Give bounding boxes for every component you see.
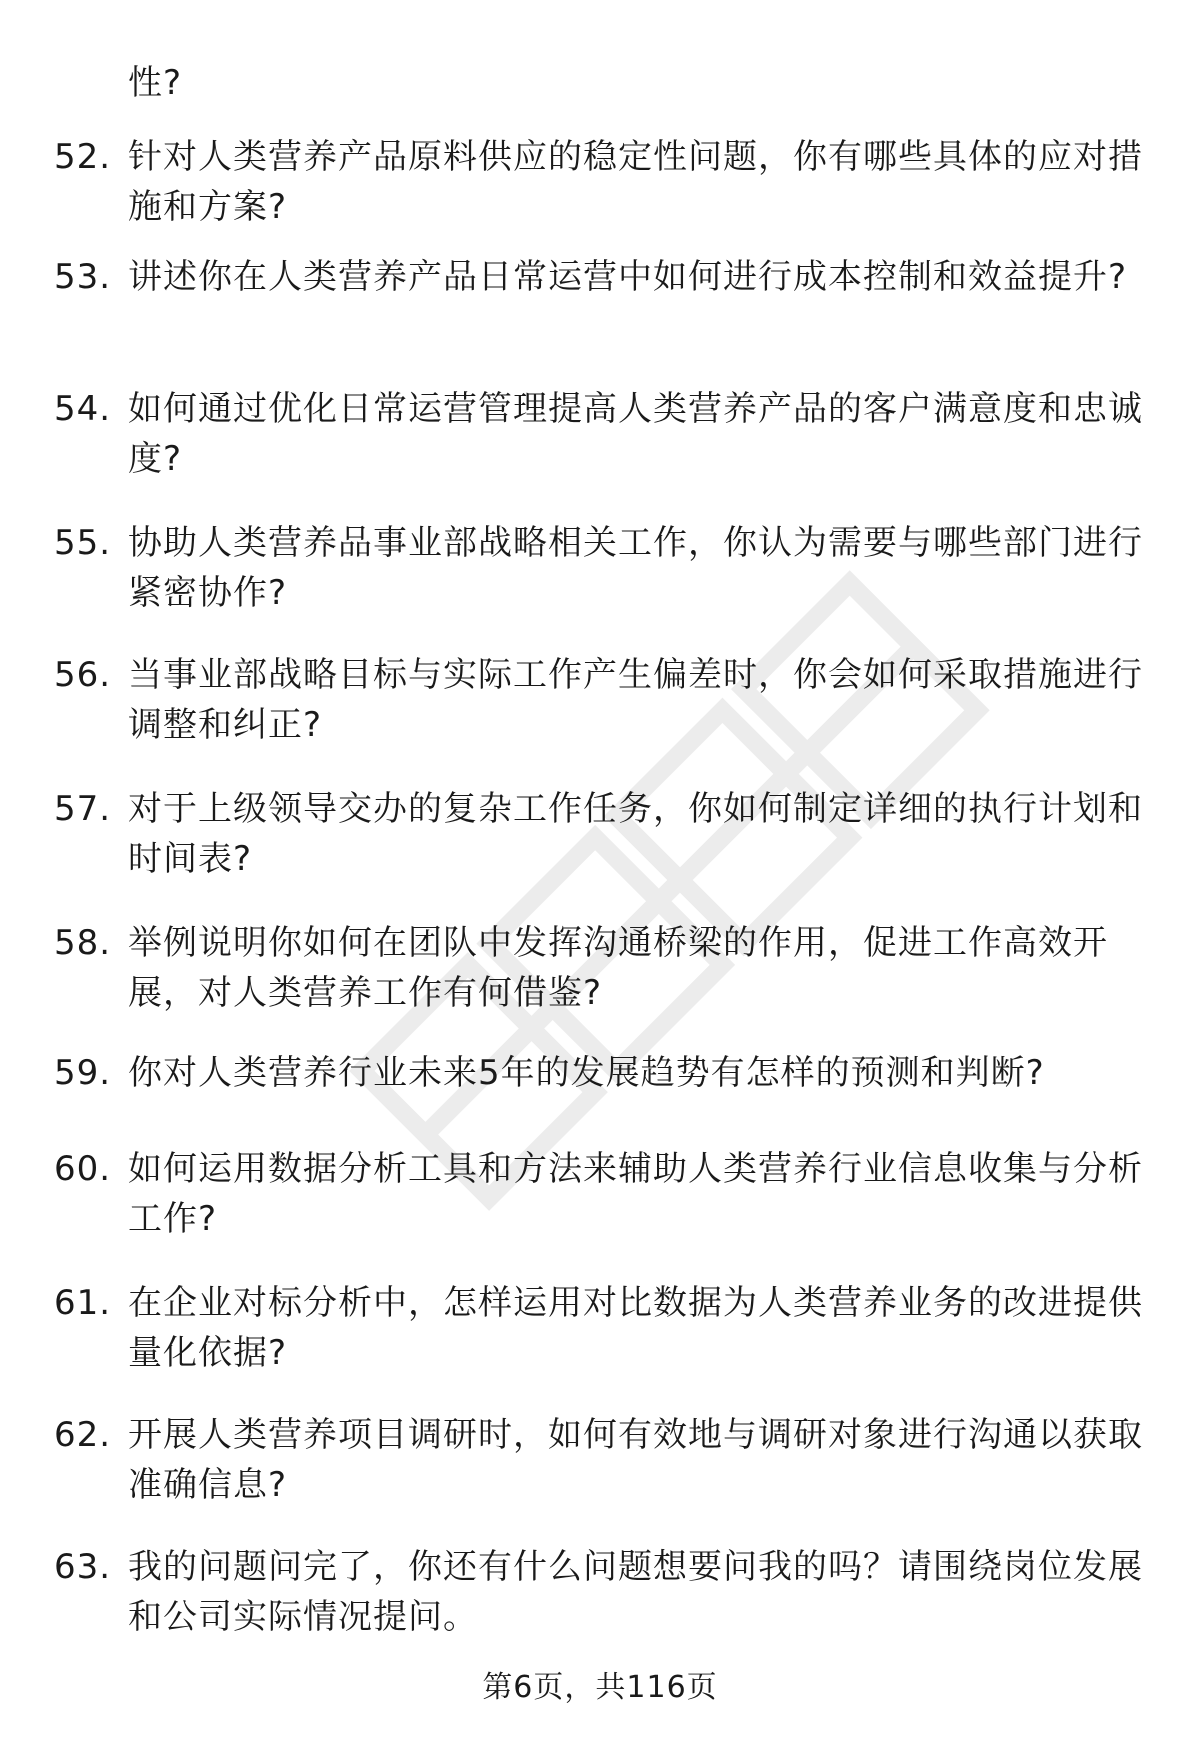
question-text: 如何运用数据分析工具和方法来辅助人类营养行业信息收集与分析工作? xyxy=(128,1149,1143,1239)
question-text: 你对人类营养行业未来5年的发展趋势有怎样的预测和判断? xyxy=(128,1053,1045,1093)
question-text: 协助人类营养品事业部战略相关工作，你认为需要与哪些部门进行紧密协作? xyxy=(128,523,1143,613)
question-text: 在企业对标分析中，怎样运用对比数据为人类营养业务的改进提供量化依据? xyxy=(128,1283,1143,1373)
question-number: 62. xyxy=(54,1415,112,1455)
question-text: 当事业部战略目标与实际工作产生偏差时，你会如何采取措施进行调整和纠正? xyxy=(128,655,1143,745)
question-number: 53. xyxy=(54,257,112,297)
question-number: 61. xyxy=(54,1283,112,1323)
question-number: 52. xyxy=(54,137,112,177)
question-number: 56. xyxy=(54,655,112,695)
question-text: 如何通过优化日常运营管理提高人类营养产品的客户满意度和忠诚度? xyxy=(128,389,1143,479)
question-text: 我的问题问完了，你还有什么问题想要问我的吗？请围绕岗位发展和公司实际情况提问。 xyxy=(128,1547,1143,1637)
question-number: 57. xyxy=(54,789,112,829)
question-number: 58. xyxy=(54,923,112,963)
question-number: 63. xyxy=(54,1547,112,1587)
question-text: 对于上级领导交办的复杂工作任务，你如何制定详细的执行计划和时间表? xyxy=(128,789,1143,879)
question-number: 60. xyxy=(54,1149,112,1189)
question-text: 举例说明你如何在团队中发挥沟通桥梁的作用，促进工作高效开展，对人类营养工作有何借鉴? xyxy=(128,923,1108,1013)
question-number: 59. xyxy=(54,1053,112,1093)
question-text: 针对人类营养产品原料供应的稳定性问题，你有哪些具体的应对措施和方案? xyxy=(128,137,1143,227)
question-number: 54. xyxy=(54,389,112,429)
continuation-text: 性? xyxy=(128,63,183,103)
page-number-label: 第6页，共116页 xyxy=(482,1670,718,1705)
question-text: 开展人类营养项目调研时，如何有效地与调研对象进行沟通以获取准确信息? xyxy=(128,1415,1143,1505)
question-text: 讲述你在人类营养产品日常运营中如何进行成本控制和效益提升? xyxy=(128,257,1128,297)
question-number: 55. xyxy=(54,523,112,563)
page-footer xyxy=(0,1668,1200,1708)
